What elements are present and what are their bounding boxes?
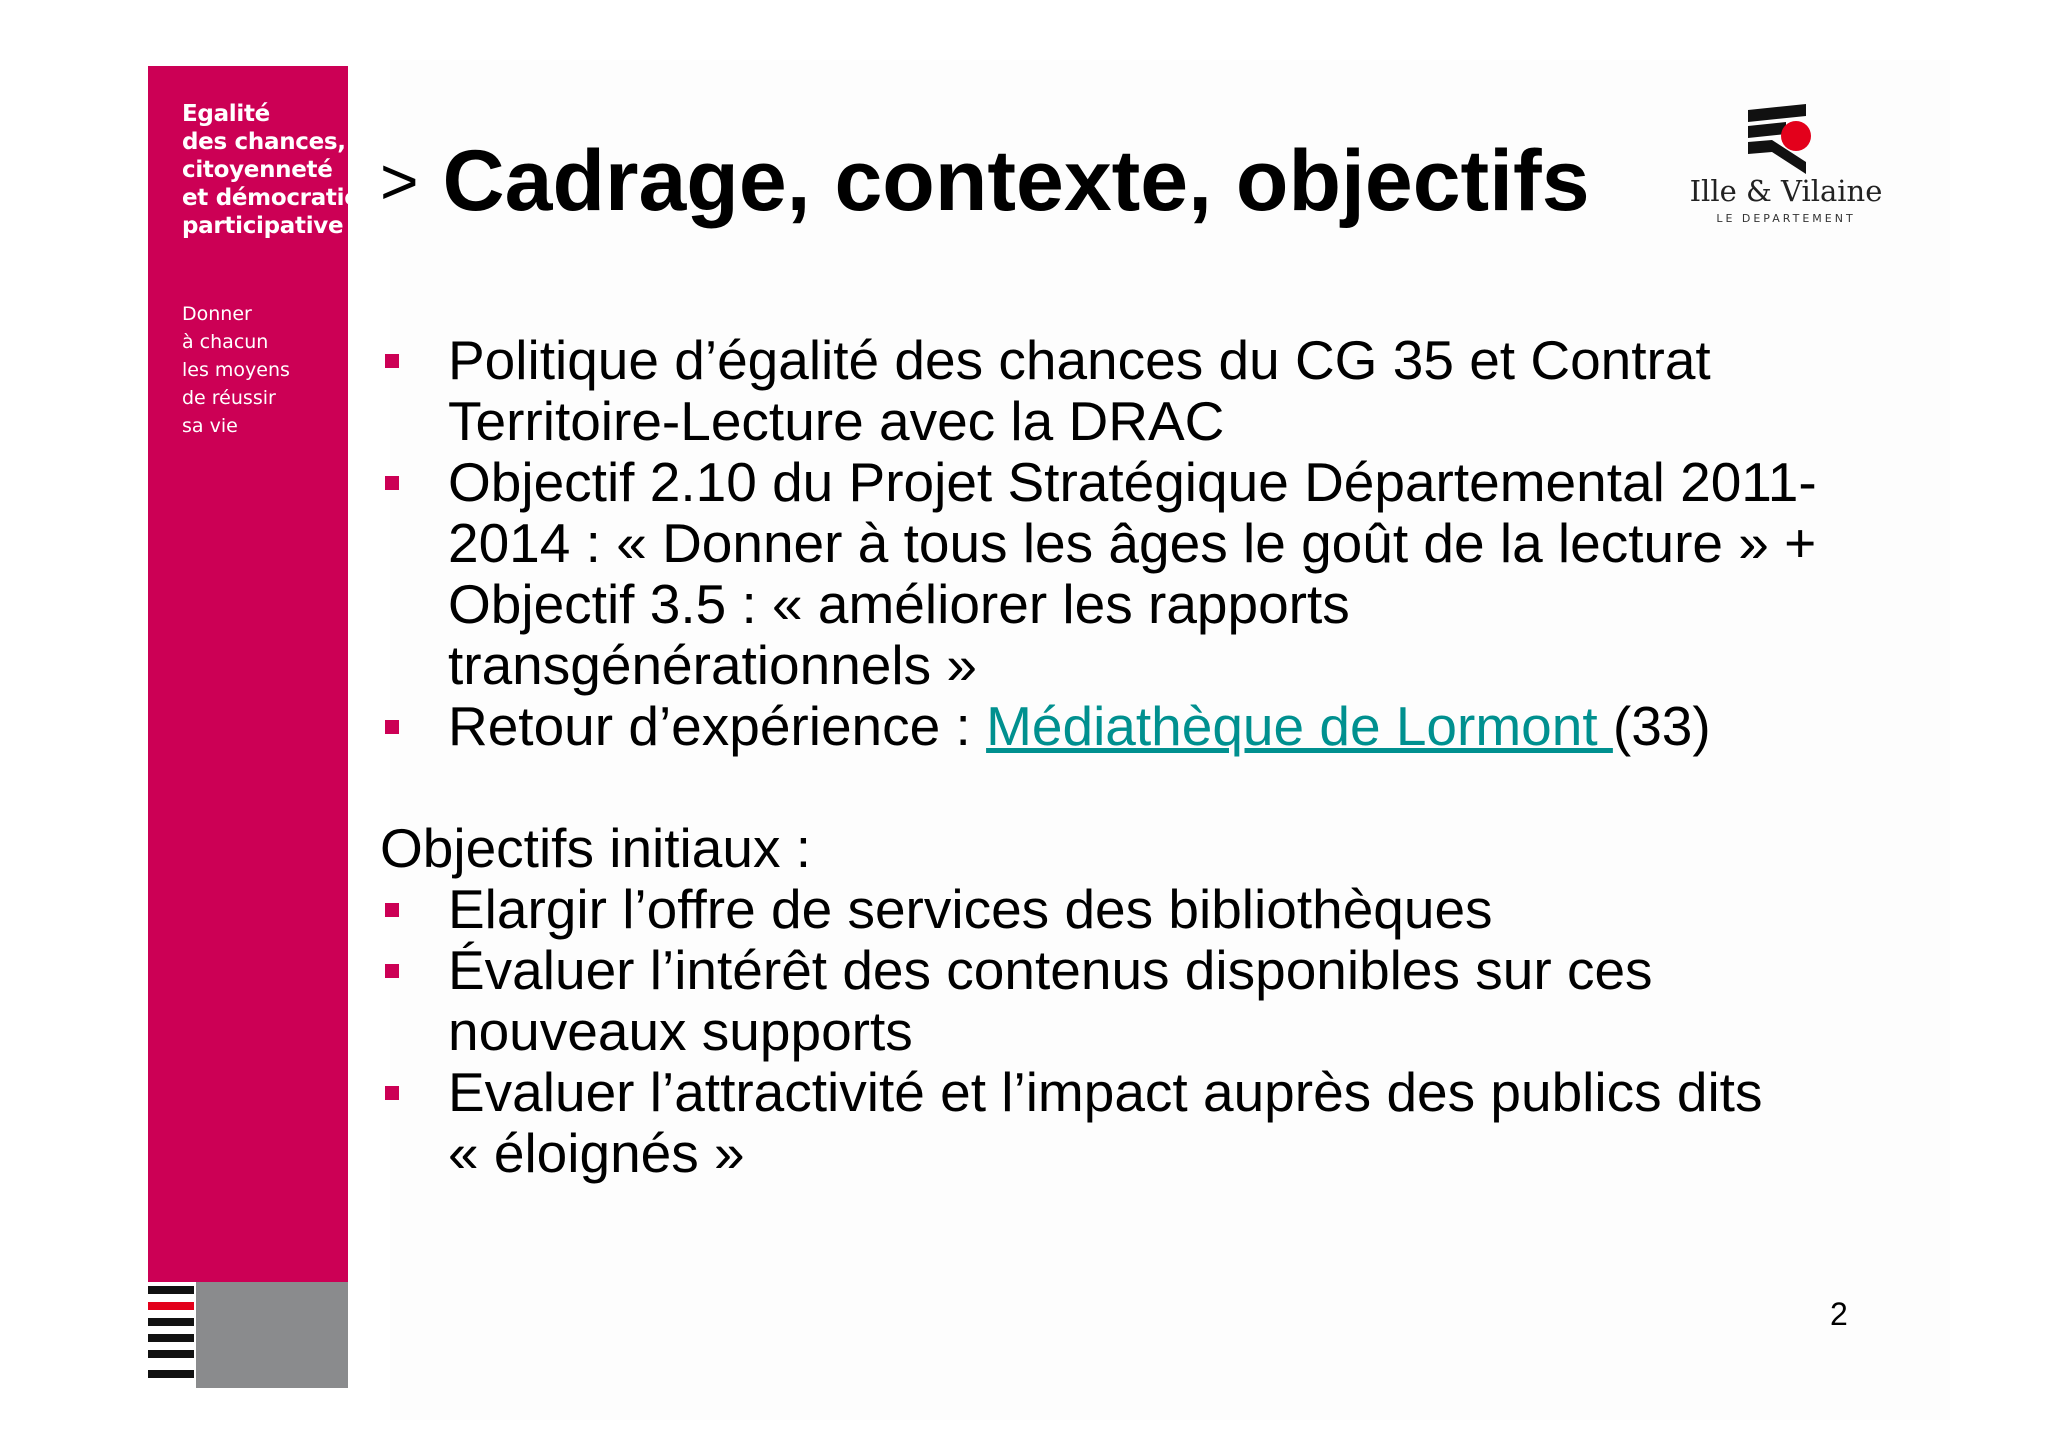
bullet-square-icon bbox=[385, 720, 399, 734]
logo-name: Ille & Vilaine bbox=[1689, 174, 1883, 208]
list-item-line: Politique d’égalité des chances du CG 35 et Contrat bbox=[448, 329, 1711, 391]
title-prefix: > bbox=[380, 144, 419, 218]
sidebar-title-line: participative bbox=[182, 213, 344, 239]
sidebar-subtitle-line: sa vie bbox=[182, 415, 238, 437]
spacer bbox=[380, 757, 1900, 818]
lormont-link[interactable]: Médiathèque de Lormont bbox=[986, 695, 1613, 757]
department-logo bbox=[1686, 96, 1886, 236]
stripe-mark-red bbox=[148, 1302, 194, 1310]
slide-content bbox=[380, 330, 1900, 1184]
list-item-text: (33) bbox=[1612, 695, 1711, 757]
bullet-square-icon bbox=[385, 1086, 399, 1100]
list-item bbox=[380, 696, 1900, 757]
logo-mark-icon bbox=[1686, 96, 1886, 176]
logo-subtitle: LE DEPARTEMENT bbox=[1716, 212, 1856, 225]
stripe-mark bbox=[148, 1370, 194, 1378]
stripe-mark bbox=[148, 1318, 194, 1326]
list-item-text: Retour d’expérience : bbox=[448, 695, 987, 757]
bullet-square-icon bbox=[385, 903, 399, 917]
list-item bbox=[380, 879, 1900, 940]
list-item-line: Evaluer l’attractivité et l’impact auprès des publics dits bbox=[448, 1061, 1763, 1123]
list-item-line: Évaluer l’intérêt des contenus disponibles sur ces bbox=[448, 939, 1653, 1001]
title-text: Cadrage, contexte, objectifs bbox=[442, 133, 1590, 229]
sidebar-subtitle-line: Donner bbox=[182, 303, 252, 325]
sidebar-title bbox=[182, 100, 360, 240]
sidebar-title-line: Egalité bbox=[182, 101, 270, 127]
list-item-line: Objectif 3.5 : « améliorer les rapports bbox=[448, 573, 1350, 635]
list-item-line: Territoire-Lecture avec la DRAC bbox=[448, 390, 1225, 452]
list-item-line: Elargir l’offre de services des bibliothèques bbox=[448, 878, 1493, 940]
list-item bbox=[380, 452, 1900, 696]
stripe-mark bbox=[148, 1334, 194, 1342]
objectives-heading: Objectifs initiaux : bbox=[380, 817, 812, 879]
page-number: 2 bbox=[1830, 1296, 1848, 1332]
sidebar-subtitle bbox=[182, 300, 342, 440]
bullet-square-icon bbox=[385, 964, 399, 978]
sidebar-title-line: et démocratie bbox=[182, 185, 360, 211]
sidebar-subtitle-line: de réussir bbox=[182, 387, 276, 409]
list-item bbox=[380, 330, 1900, 452]
list-item-line bbox=[448, 696, 1900, 757]
list-item-line: nouveaux supports bbox=[448, 1000, 913, 1062]
list-item-line: « éloignés » bbox=[448, 1122, 745, 1184]
sidebar-title-line: citoyenneté bbox=[182, 157, 333, 183]
bullet-square-icon bbox=[385, 354, 399, 368]
stripe-mark bbox=[148, 1286, 194, 1294]
list-item bbox=[380, 940, 1900, 1062]
list-item-line: Objectif 2.10 du Projet Stratégique Départemental 2011- bbox=[448, 451, 1817, 513]
stripe-mark bbox=[148, 1350, 194, 1358]
sidebar-subtitle-line: à chacun bbox=[182, 331, 269, 353]
sidebar-band bbox=[148, 66, 360, 1282]
page-title bbox=[380, 133, 1590, 229]
list-item-line: transgénérationnels » bbox=[448, 634, 977, 696]
list-item-line: 2014 : « Donner à tous les âges le goût de la lecture » + bbox=[448, 512, 1817, 574]
list-item bbox=[380, 1062, 1900, 1184]
sidebar-subtitle-line: les moyens bbox=[182, 359, 290, 381]
sidebar-title-line: des chances, bbox=[182, 129, 346, 155]
bullet-square-icon bbox=[385, 476, 399, 490]
